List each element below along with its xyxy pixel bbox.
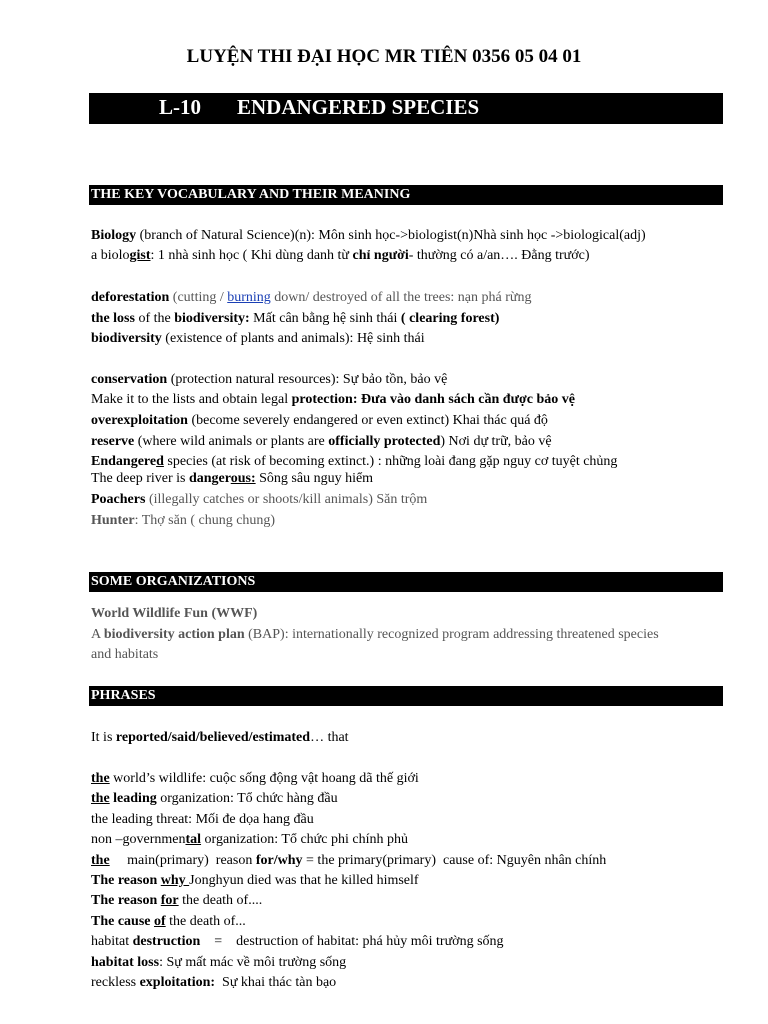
text: - thường có a/an…. Đằng trước) xyxy=(408,248,590,263)
page-header: LUYỆN THI ĐẠI HỌC MR TIÊN 0356 05 04 01 xyxy=(186,46,582,67)
phrase-non-governmental xyxy=(91,831,408,849)
text: (cutting / xyxy=(169,290,228,305)
text: Sự khai thác tàn bạo xyxy=(215,975,337,990)
vocab-endangered xyxy=(91,453,617,471)
text: : Sự mất mác về môi trường sống xyxy=(159,955,347,970)
definition: (existence of plants and animals): Hệ sinh thái xyxy=(161,331,425,346)
emphasis: the xyxy=(91,791,110,806)
vocab-reserve xyxy=(91,433,552,451)
text: Make it to the lists and obtain legal xyxy=(91,392,292,407)
text: down/ destroyed of all the trees: nạn phá rừng xyxy=(270,290,532,305)
vocab-poachers xyxy=(91,491,427,509)
lesson-number: L-10 xyxy=(159,95,201,119)
definition: (branch of Natural Science)(n): Môn sinh học->biologist(n)Nhà sinh học ->biological(adj) xyxy=(136,228,646,243)
emphasis: the xyxy=(91,853,110,868)
text: the death of... xyxy=(165,914,246,929)
phrase-reason-for xyxy=(91,892,262,910)
burning-link[interactable]: burning xyxy=(227,290,271,305)
org-bap xyxy=(91,626,659,644)
text: reckless xyxy=(91,975,140,990)
emphasis: of xyxy=(154,914,166,929)
emphasis: for/why xyxy=(255,853,303,868)
phrase-main-reason xyxy=(91,852,606,870)
term: Biology xyxy=(91,228,137,243)
emphasis: ( clearing forest) xyxy=(400,311,500,326)
emphasis: why xyxy=(160,873,190,888)
text: = destruction of habitat: phá hủy môi trường sống xyxy=(200,934,504,949)
text: : 1 nhà sinh học ( Khi dùng danh từ xyxy=(150,248,353,263)
text: Jonghyun died was that he killed himself xyxy=(189,873,419,888)
term: deforestation xyxy=(91,290,170,305)
term: Endangere xyxy=(91,454,157,469)
term: conservation xyxy=(91,372,168,387)
phrase-habitat-loss xyxy=(91,954,346,972)
text: organization: Tổ chức hàng đầu xyxy=(156,791,338,806)
emphasis: reported/said/believed/estimated xyxy=(115,730,311,745)
definition: : Thợ săn ( chung chung) xyxy=(134,513,276,528)
definition: (protection natural resources): Sự bảo tồn, bảo vệ xyxy=(167,372,448,387)
emphasis: destruction xyxy=(132,934,201,949)
lesson-title-bar xyxy=(89,93,723,124)
org-wwf xyxy=(91,605,257,623)
term: Hunter xyxy=(91,513,135,528)
text: (where wild animals or plants are xyxy=(134,434,329,449)
text: = the primary(primary) cause of: Nguyên nhân chính xyxy=(302,853,607,868)
term: biodiversity xyxy=(91,331,162,346)
emphasis: The reason xyxy=(91,873,161,888)
section-heading-organizations: SOME ORGANIZATIONS xyxy=(89,572,723,592)
section-heading-vocab: THE KEY VOCABULARY AND THEIR MEANING xyxy=(89,185,723,205)
phrase-leading-organization xyxy=(91,790,338,808)
suffix: d xyxy=(156,454,164,469)
vocab-conservation xyxy=(91,371,447,389)
text: a biolo xyxy=(91,248,130,263)
term: the loss xyxy=(91,311,135,326)
text: main(primary) reason xyxy=(109,853,256,868)
text: world’s wildlife: cuộc sống động vật hoang dã thế giới xyxy=(109,771,419,786)
org-name: World Wildlife Fun (WWF) xyxy=(91,606,258,621)
org-name: biodiversity action plan xyxy=(103,627,245,642)
emphasis: leading xyxy=(109,791,157,806)
suffix: tal xyxy=(185,832,202,847)
vocab-dangerous xyxy=(91,470,373,488)
emphasis: The reason xyxy=(91,893,161,908)
text: ) Nơi dự trữ, bảo vệ xyxy=(440,434,552,449)
definition: species (at risk of becoming extinct.) : những loài đang gặp nguy cơ tuyệt chủng xyxy=(163,454,618,469)
text: … that xyxy=(310,730,349,745)
emphasis: officially protected xyxy=(328,434,441,449)
phrase-leading-threat: the leading threat: Mối đe dọa hang đầu xyxy=(91,812,314,827)
term: reserve xyxy=(91,434,135,449)
phrase-reckless-exploitation xyxy=(91,974,336,992)
vocab-biology xyxy=(91,227,646,245)
definition: (illegally catches or shoots/kill animals) Săn trộm xyxy=(145,492,428,507)
vocab-biodiversity xyxy=(91,330,425,348)
phrase-cause-of xyxy=(91,913,246,931)
text: habitat xyxy=(91,934,133,949)
text: non –governmen xyxy=(91,832,186,847)
vocab-deforestation xyxy=(91,289,531,307)
emphasis: habitat loss xyxy=(91,955,160,970)
emphasis: protection: Đưa vào danh sách cần được bảo vệ xyxy=(291,392,575,407)
definition: (become severely endangered or even extinct) Khai thác quá độ xyxy=(187,413,548,428)
section-heading-phrases: PHRASES xyxy=(89,686,723,706)
vocab-loss xyxy=(91,310,499,328)
text: (BAP): internationally recognized program addressing threatened species xyxy=(244,627,659,642)
text: organization: Tổ chức phi chính phủ xyxy=(201,832,408,847)
emphasis: for xyxy=(160,893,179,908)
emphasis: chỉ người xyxy=(352,248,409,263)
org-bap-continued: and habitats xyxy=(91,647,159,662)
phrase-worlds-wildlife xyxy=(91,770,419,788)
emphasis: The cause xyxy=(91,914,154,929)
suffix: ous: xyxy=(230,471,256,486)
text: Sông sâu nguy hiểm xyxy=(255,471,374,486)
vocab-protection xyxy=(91,391,575,409)
term: danger xyxy=(188,471,231,486)
phrase-habitat-destruction xyxy=(91,933,504,951)
text: Mất cân bằng hệ sinh thái xyxy=(249,311,401,326)
term: overexploitation xyxy=(91,413,188,428)
text: The deep river is xyxy=(91,471,189,486)
phrase-reported xyxy=(91,729,349,747)
text: A xyxy=(91,627,104,642)
term: biodiversity: xyxy=(174,311,250,326)
suffix: gist xyxy=(129,248,151,263)
emphasis: the xyxy=(91,771,110,786)
term: Poachers xyxy=(91,492,146,507)
text: of the xyxy=(134,311,175,326)
text: It is xyxy=(91,730,116,745)
emphasis: exploitation: xyxy=(139,975,216,990)
vocab-biologist xyxy=(91,247,590,265)
text: the death of.... xyxy=(178,893,263,908)
vocab-hunter xyxy=(91,512,275,530)
phrase-reason-why xyxy=(91,872,419,890)
vocab-overexploitation xyxy=(91,412,548,430)
lesson-title: ENDANGERED SPECIES xyxy=(237,95,480,119)
